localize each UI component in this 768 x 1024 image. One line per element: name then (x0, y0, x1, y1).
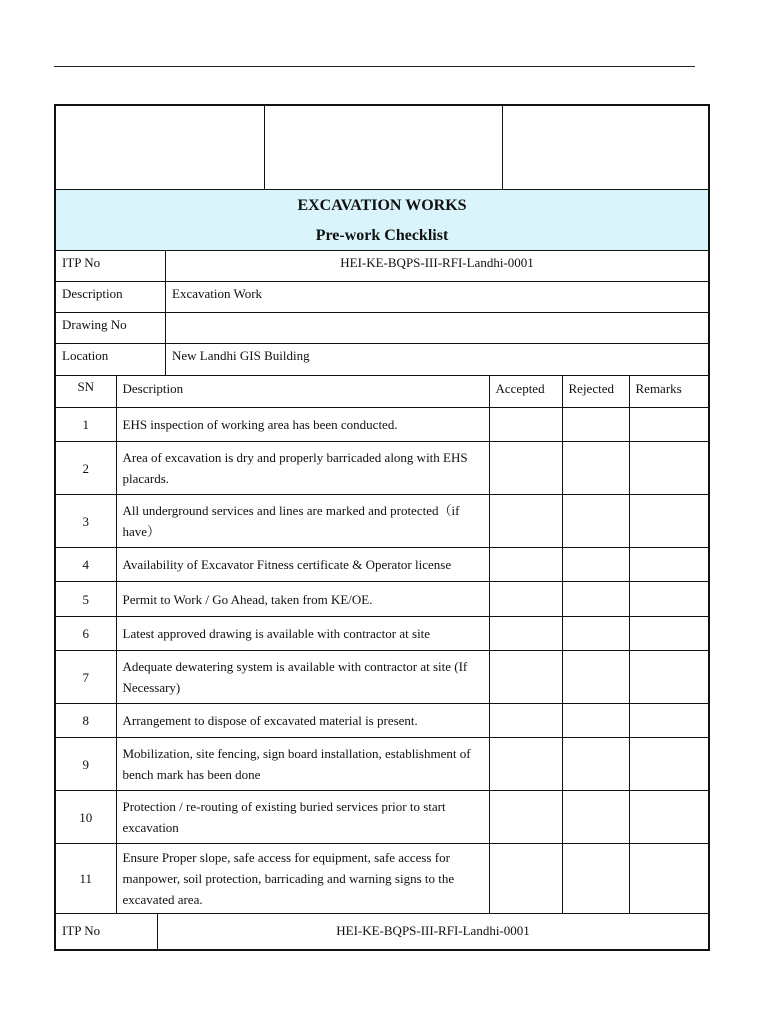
remarks-cell[interactable] (629, 495, 708, 548)
row-sn: 7 (56, 651, 116, 704)
row-description: EHS inspection of working area has been conducted. (116, 408, 489, 442)
table-row (56, 651, 708, 704)
row-description: Latest approved drawing is available with contractor at site (116, 617, 489, 651)
row-description: Availability of Excavator Fitness certificate & Operator license (116, 548, 489, 582)
table-row (56, 617, 708, 651)
document-title: EXCAVATION WORKS (297, 197, 467, 214)
table-row (56, 791, 708, 844)
rejected-cell[interactable] (562, 844, 629, 914)
rejected-cell[interactable] (562, 442, 629, 495)
remarks-cell[interactable] (629, 548, 708, 582)
rejected-cell[interactable] (562, 704, 629, 738)
accepted-cell[interactable] (489, 738, 562, 791)
logo-strip (56, 106, 708, 190)
table-row (56, 548, 708, 582)
checklist-sheet (54, 104, 710, 951)
logo-box-left (56, 106, 264, 189)
accepted-cell[interactable] (489, 791, 562, 844)
table-row (56, 442, 708, 495)
drawing-row (56, 313, 708, 344)
footer-itp-value[interactable]: HEI-KE-BQPS-III-RFI-Landhi-0001 (157, 914, 708, 949)
table-row (56, 582, 708, 617)
rejected-cell[interactable] (562, 738, 629, 791)
itp-label: ITP No (62, 255, 101, 270)
rejected-cell[interactable] (562, 548, 629, 582)
accepted-cell[interactable] (489, 582, 562, 617)
row-sn: 4 (56, 548, 116, 582)
table-row (56, 408, 708, 442)
footer-itp-label: ITP No (62, 923, 101, 938)
row-description: All underground services and lines are marked and protected（if have） (116, 495, 489, 548)
accepted-cell[interactable] (489, 844, 562, 914)
accepted-cell[interactable] (489, 442, 562, 495)
accepted-cell[interactable] (489, 651, 562, 704)
row-sn: 1 (56, 408, 116, 442)
remarks-cell[interactable] (629, 582, 708, 617)
row-sn: 3 (56, 495, 116, 548)
rejected-cell[interactable] (562, 617, 629, 651)
table-row (56, 738, 708, 791)
rejected-cell[interactable] (562, 495, 629, 548)
remarks-cell[interactable] (629, 844, 708, 914)
accepted-cell[interactable] (489, 548, 562, 582)
col-header-description: Description (116, 376, 489, 408)
rejected-cell[interactable] (562, 651, 629, 704)
row-sn: 8 (56, 704, 116, 738)
row-sn: 6 (56, 617, 116, 651)
accepted-cell[interactable] (489, 704, 562, 738)
remarks-cell[interactable] (629, 617, 708, 651)
row-sn: 2 (56, 442, 116, 495)
remarks-cell[interactable] (629, 738, 708, 791)
row-description: Adequate dewatering system is available with contractor at site (If Necessary) (116, 651, 489, 704)
footer-itp-row (56, 914, 708, 949)
location-row (56, 344, 708, 375)
remarks-cell[interactable] (629, 704, 708, 738)
row-description: Ensure Proper slope, safe access for equipment, safe access for manpower, soil protection, barricading and warning signs to the excavated area. (116, 844, 489, 914)
location-label: Location (62, 348, 109, 363)
col-header-accepted: Accepted (489, 376, 562, 408)
title-band (56, 190, 708, 251)
checklist-table (56, 375, 708, 914)
description-label: Description (62, 286, 123, 301)
itp-value[interactable]: HEI-KE-BQPS-III-RFI-Landhi-0001 (165, 251, 708, 281)
row-description: Protection / re-routing of existing buried services prior to start excavation (116, 791, 489, 844)
col-header-rejected: Rejected (562, 376, 629, 408)
rejected-cell[interactable] (562, 791, 629, 844)
description-row (56, 282, 708, 313)
drawing-value[interactable] (165, 313, 708, 343)
table-header-row (56, 376, 708, 408)
row-description: Arrangement to dispose of excavated material is present. (116, 704, 489, 738)
col-header-remarks: Remarks (629, 376, 708, 408)
row-description: Mobilization, site fencing, sign board installation, establishment of bench mark has been done (116, 738, 489, 791)
col-header-sn: SN (56, 376, 116, 408)
row-sn: 10 (56, 791, 116, 844)
accepted-cell[interactable] (489, 617, 562, 651)
row-sn: 11 (56, 844, 116, 914)
logo-box-center (264, 106, 502, 189)
table-row (56, 495, 708, 548)
row-sn: 5 (56, 582, 116, 617)
logo-box-right (502, 106, 708, 189)
row-description: Permit to Work / Go Ahead, taken from KE/OE. (116, 582, 489, 617)
location-value[interactable]: New Landhi GIS Building (165, 344, 708, 375)
table-row (56, 844, 708, 914)
document-subtitle: Pre-work Checklist (315, 227, 449, 244)
rejected-cell[interactable] (562, 582, 629, 617)
table-row (56, 704, 708, 738)
remarks-cell[interactable] (629, 408, 708, 442)
remarks-cell[interactable] (629, 791, 708, 844)
itp-row (56, 251, 708, 282)
rejected-cell[interactable] (562, 408, 629, 442)
description-value[interactable]: Excavation Work (165, 282, 708, 312)
header-rule (54, 66, 695, 67)
accepted-cell[interactable] (489, 495, 562, 548)
remarks-cell[interactable] (629, 651, 708, 704)
accepted-cell[interactable] (489, 408, 562, 442)
drawing-label: Drawing No (62, 317, 127, 332)
row-sn: 9 (56, 738, 116, 791)
remarks-cell[interactable] (629, 442, 708, 495)
row-description: Area of excavation is dry and properly barricaded along with EHS placards. (116, 442, 489, 495)
